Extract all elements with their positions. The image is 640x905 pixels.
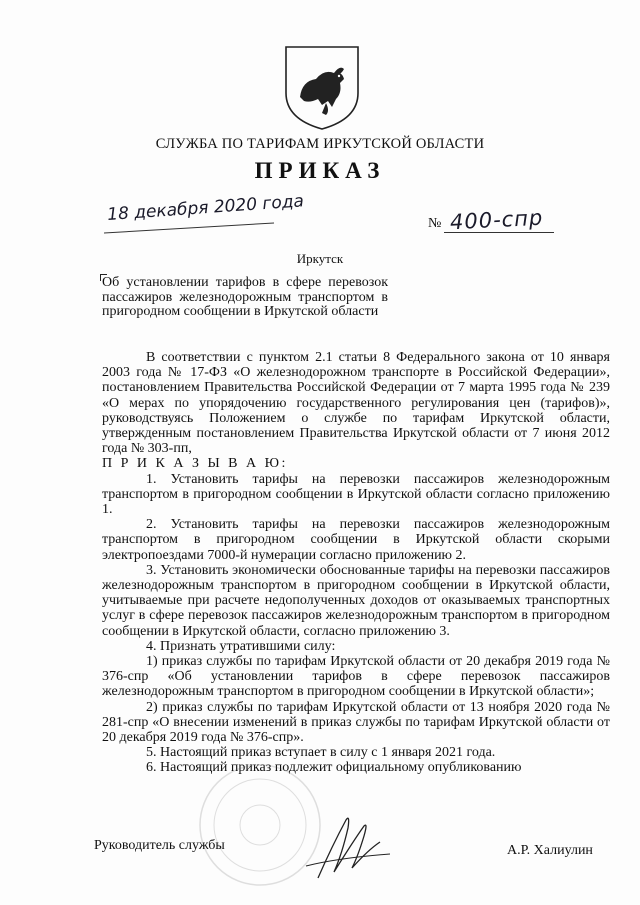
- city: Иркутск: [296, 251, 344, 266]
- signatory-position: Руководитель службы: [94, 838, 225, 853]
- date-underline: [104, 205, 280, 235]
- number-underline: [444, 232, 554, 233]
- agency-name: СЛУЖБА ПО ТАРИФАМ ИРКУТСКОЙ ОБЛАСТИ: [155, 136, 485, 152]
- signatory-name: А.Р. Халиулин: [507, 843, 593, 858]
- subject-heading: Об установлении тарифов в сфере перевозок пассажиров железнодорожным транспортом в пригородном сообщении в Иркутской области: [102, 275, 388, 320]
- item-5: 5. Настоящий приказ вступает в силу с 1 января 2021 года.: [146, 745, 496, 761]
- item-4-1: 1) приказ службы по тарифам Иркутской области от 20 декабря 2019 года № 376-спр «Об установлении тарифов в сфере перевозок пассажиров железнодорожным транспортом в пригородном сообщении в Иркутской области»;: [102, 654, 610, 700]
- handwritten-signature: [298, 806, 398, 886]
- item-3: 3. Установить экономически обоснованные тарифы на перевозки пассажиров железнодорожным транспортом в пригородном сообщении в Иркутской области, учитываемые при расчете недополученных доходов от оказываемых транспортных услуг в сфере перевозок пассажиров железнодорожным транспортом в пригородном сообщении в Иркутской области, согласно приложению 3.: [102, 562, 610, 639]
- document-body: [102, 350, 610, 776]
- item-2: 2. Установить тарифы на перевозки пассажиров железнодорожным транспортом в пригородном сообщении в Иркутской области скорыми электропоездами 7000-й нумерации согласно приложению 2.: [102, 517, 610, 563]
- document-type: ПРИКАЗ: [254, 158, 386, 183]
- handwritten-date: 18 декабря 2020 года: [106, 191, 305, 225]
- decree-heading: П Р И К А З Ы В А Ю:: [102, 456, 288, 472]
- item-4-2: 2) приказ службы по тарифам Иркутской области от 13 ноября 2020 года № 281-спр «О внесении изменений в приказ службы по тарифам Иркутской области от 20 декабря 2019 года № 376-спр».: [102, 699, 610, 746]
- item-6: 6. Настоящий приказ подлежит официальному опубликованию: [146, 760, 522, 776]
- item-1: 1. Установить тарифы на перевозки пассажиров железнодорожным транспортом в пригородном сообщении в Иркутской области согласно приложению 1.: [102, 471, 610, 518]
- number-sign: №: [428, 216, 442, 231]
- preamble-paragraph: В соответствии с пунктом 2.1 статьи 8 Федерального закона от 10 января 2003 года № 17-ФЗ «О железнодорожном транспорте в Российской Федерации», постановлением Правительства Российской Федерации от 7 марта 1995 года № 239 «О мерах по упорядочению государственного регулирования цен (тарифов)», руководствуясь Положением о службе по тарифам Иркутской области, утвержденным постановлением Правительства Иркутской области от 7 июня 2012 года № 303-пп,: [102, 350, 610, 457]
- handwritten-number: 400-спр: [449, 205, 544, 235]
- item-4: 4. Признать утратившими силу:: [146, 638, 336, 654]
- coat-of-arms-icon: [282, 43, 362, 131]
